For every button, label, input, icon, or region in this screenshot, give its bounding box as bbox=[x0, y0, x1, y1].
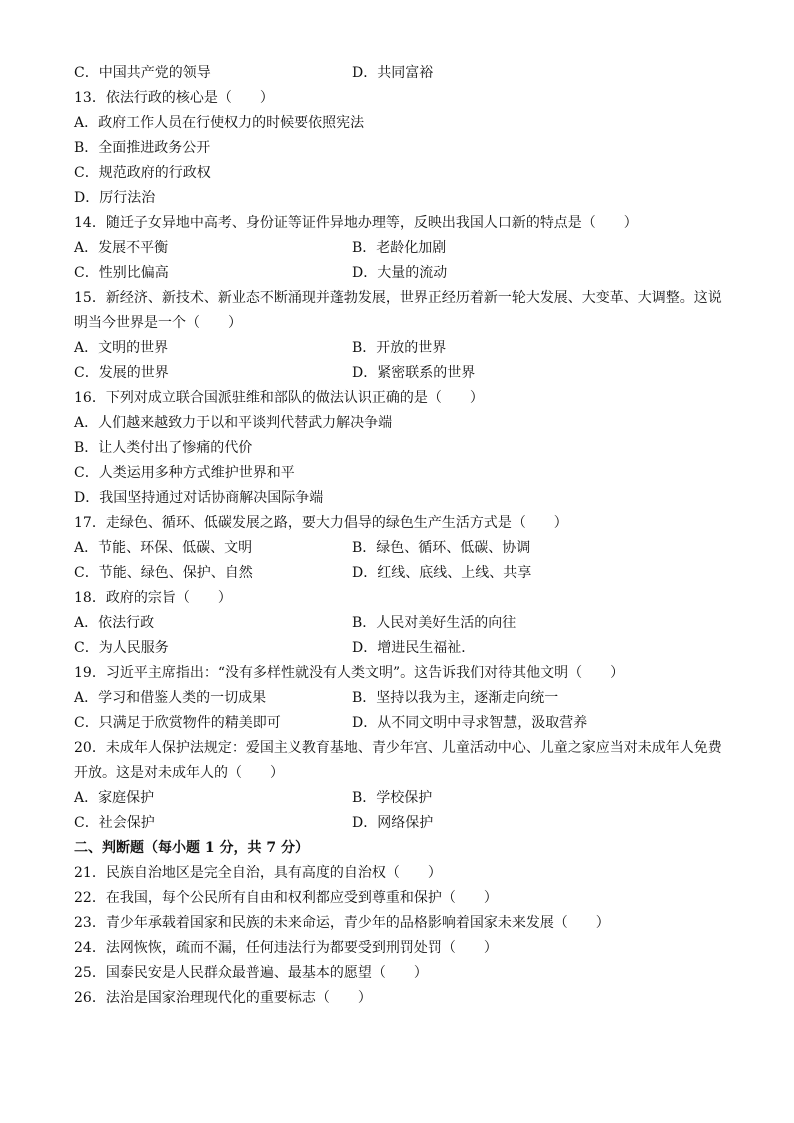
option-row bbox=[74, 538, 734, 558]
option-row bbox=[74, 613, 734, 633]
question-line: 17．走绿色、循环、低碳发展之路，要大力倡导的绿色生产生活方式是（ ） bbox=[74, 515, 568, 531]
option-left: C．性别比偏高 bbox=[74, 265, 169, 281]
question-line: 25．国泰民安是人民群众最普遍、最基本的愿望（ ） bbox=[74, 965, 428, 981]
question-line: 14．随迁子女异地中高考、身份证等证件异地办理等，反映出我国人口新的特点是（ ） bbox=[74, 215, 638, 231]
question-line: 21．民族自治地区是完全自治，具有高度的自治权（ ） bbox=[74, 865, 442, 881]
option-row bbox=[74, 338, 734, 358]
question-line: 18．政府的宗旨（ ） bbox=[74, 590, 232, 606]
question-line: D．我国坚持通过对话协商解决国际争端 bbox=[74, 490, 324, 506]
question-line: 13．依法行政的核心是（ ） bbox=[74, 90, 274, 106]
question-line: 开放。这是对未成年人的（ ） bbox=[74, 765, 284, 781]
option-right: D．网络保护 bbox=[352, 815, 434, 831]
option-left: C．只满足于欣赏物件的精美即可 bbox=[74, 715, 281, 731]
option-left: C．为人民服务 bbox=[74, 640, 169, 656]
question-line: 24．法网恢恢，疏而不漏，任何违法行为都要受到刑罚处罚（ ） bbox=[74, 940, 498, 956]
question-line: 22．在我国，每个公民所有自由和权利都应受到尊重和保护（ ） bbox=[74, 890, 498, 906]
option-row bbox=[74, 563, 734, 583]
option-right: D．从不同文明中寻求智慧，汲取营养 bbox=[352, 715, 588, 731]
option-right: D．红线、底线、上线、共享 bbox=[352, 565, 532, 581]
option-right: B．人民对美好生活的向往 bbox=[352, 615, 517, 631]
option-right: D．增进民生福祉． bbox=[352, 640, 476, 656]
question-line: D．厉行法治 bbox=[74, 190, 156, 206]
question-line: C．规范政府的行政权 bbox=[74, 165, 211, 181]
option-right: B．老龄化加剧 bbox=[352, 240, 447, 256]
option-row bbox=[74, 688, 734, 708]
option-row bbox=[74, 263, 734, 283]
question-line: 15．新经济、新技术、新业态不断涌现并蓬勃发展，世界正经历着新一轮大发展、大变革、大调整。这说 bbox=[74, 290, 722, 306]
option-row bbox=[74, 813, 734, 833]
option-left: A．学习和借鉴人类的一切成果 bbox=[74, 690, 267, 706]
option-row bbox=[74, 63, 734, 83]
question-line: 明当今世界是一个（ ） bbox=[74, 315, 242, 331]
option-left: C．社会保护 bbox=[74, 815, 155, 831]
question-line: 16．下列对成立联合国派驻维和部队的做法认识正确的是（ ） bbox=[74, 390, 484, 406]
option-right: D．大量的流动 bbox=[352, 265, 448, 281]
option-right: B．坚持以我为主，逐渐走向统一 bbox=[352, 690, 559, 706]
option-row bbox=[74, 363, 734, 383]
option-left: A．发展不平衡 bbox=[74, 240, 169, 256]
option-left: A．节能、环保、低碳、文明 bbox=[74, 540, 253, 556]
section-heading: 二、判断题（每小题 1 分，共 7 分） bbox=[74, 840, 309, 856]
option-row bbox=[74, 638, 734, 658]
question-line: 23．青少年承载着国家和民族的未来命运，青少年的品格影响着国家未来发展（ ） bbox=[74, 915, 610, 931]
option-right: B．学校保护 bbox=[352, 790, 433, 806]
option-left: C．节能、绿色、保护、自然 bbox=[74, 565, 253, 581]
option-row bbox=[74, 788, 734, 808]
option-right: B．开放的世界 bbox=[352, 340, 447, 356]
question-line: B．让人类付出了惨痛的代价 bbox=[74, 440, 253, 456]
question-line: C．人类运用多种方式维护世界和平 bbox=[74, 465, 295, 481]
option-left: A．家庭保护 bbox=[74, 790, 155, 806]
option-row bbox=[74, 238, 734, 258]
option-row bbox=[74, 713, 734, 733]
question-line: 26．法治是国家治理现代化的重要标志（ ） bbox=[74, 990, 372, 1006]
option-left: C．发展的世界 bbox=[74, 365, 169, 381]
option-right: B．绿色、循环、低碳、协调 bbox=[352, 540, 531, 556]
option-left: A．文明的世界 bbox=[74, 340, 169, 356]
question-line: 19．习近平主席指出：“没有多样性就没有人类文明”。这告诉我们对待其他文明（ ） bbox=[74, 665, 625, 681]
question-line: A．政府工作人员在行使权力的时候要依照宪法 bbox=[74, 115, 365, 131]
option-right: D．共同富裕 bbox=[352, 65, 434, 81]
question-line: 20．未成年人保护法规定：爱国主义教育基地、青少年宫、儿童活动中心、儿童之家应当对未成年人免费 bbox=[74, 740, 722, 756]
question-line: B．全面推进政务公开 bbox=[74, 140, 211, 156]
option-right: D．紧密联系的世界 bbox=[352, 365, 476, 381]
option-left: A．依法行政 bbox=[74, 615, 155, 631]
question-line: A．人们越来越致力于以和平谈判代替武力解决争端 bbox=[74, 415, 393, 431]
option-left: C．中国共产党的领导 bbox=[74, 65, 211, 81]
